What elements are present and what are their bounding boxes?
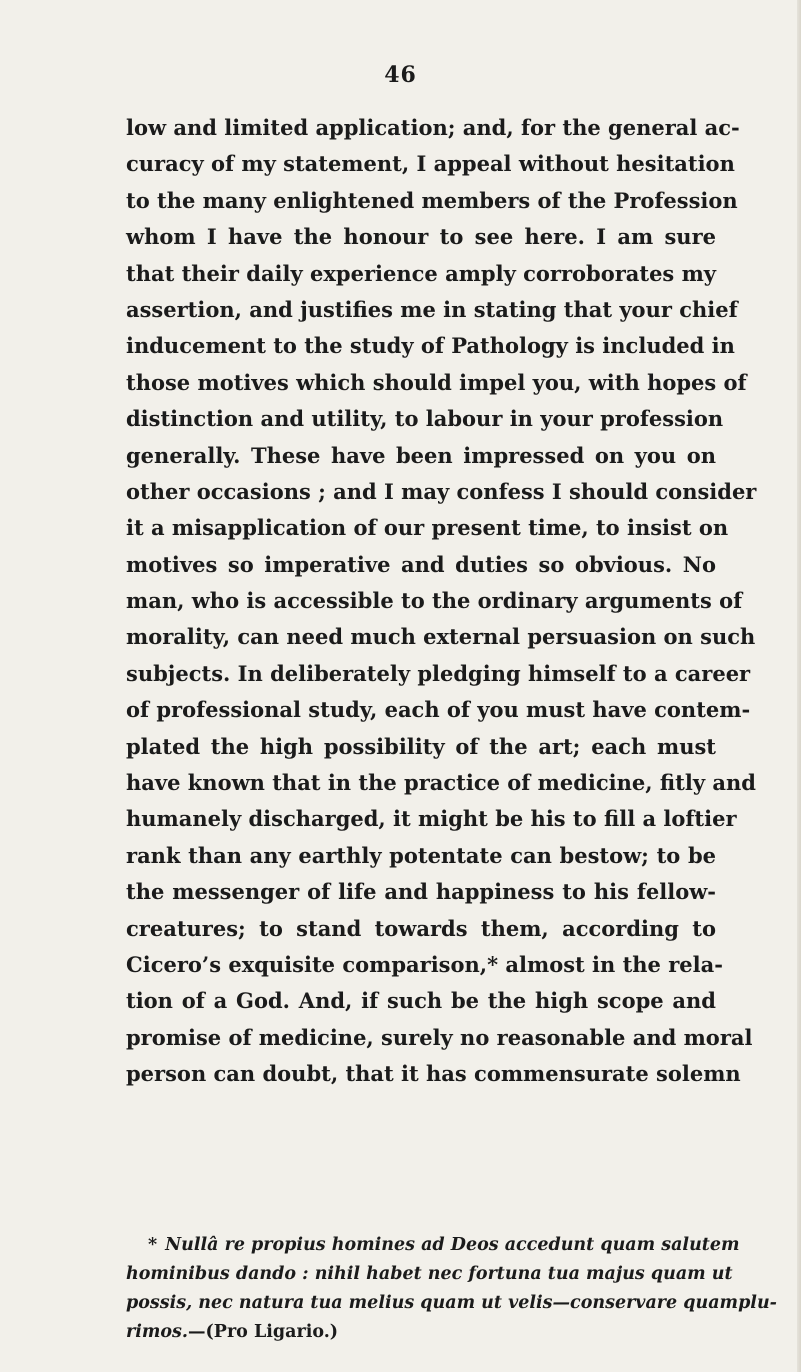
text-line: distinction and utility, to labour in your profession [126, 406, 724, 432]
footnote-line: possis, nec natura tua melius quam ut velis—conservare quamplu- [126, 1293, 777, 1313]
text-line: generally. These have been impressed on you on [126, 442, 716, 468]
text-line: to the many enlightened members of the Profession [126, 187, 738, 213]
body-text [126, 110, 757, 1093]
text-line: man, who is accessible to the ordinary arguments of [126, 588, 743, 614]
footnote-source: —(Pro Ligario.) [188, 1322, 339, 1342]
text-line: rank than any earthly potentate can bestow; to be [126, 842, 716, 868]
footnote-text: rimos. [126, 1322, 189, 1342]
text-line: those motives which should impel you, with hopes of [126, 369, 747, 395]
footnote-line [126, 1318, 716, 1347]
footnote-line [126, 1231, 740, 1260]
text-line: morality, can need much external persuasion on such [126, 624, 756, 650]
text-line: have known that in the practice of medicine, fitly and [126, 770, 756, 796]
text-line: that their daily experience amply corroborates my [126, 260, 716, 286]
text-line: plated the high possibility of the art; each must [126, 733, 716, 759]
footnote-line: hominibus dando : nihil habet nec fortuna tua majus quam ut [126, 1264, 733, 1284]
text-line: creatures; to stand towards them, according to [126, 915, 716, 941]
text-line: assertion, and justifies me in stating that your chief [126, 296, 738, 322]
text-line: it a misapplication of our present time, to insist on [126, 515, 729, 541]
text-line: low and limited application; and, for the general ac- [126, 115, 740, 140]
text-line: motives so imperative and duties so obvious. No [126, 551, 716, 577]
text-line: inducement to the study of Pathology is included in [126, 333, 735, 359]
text-line: Cicero’s exquisite comparison,* almost in the rela- [126, 951, 723, 977]
text-line: subjects. In deliberately pledging himself to a career [126, 660, 751, 686]
text-line: other occasions ; and I may confess I should consider [126, 478, 757, 504]
page-number: 46 [384, 62, 417, 88]
footnote-text: Nullâ re propius homines ad Deos accedunt quam salutem [165, 1235, 740, 1255]
text-line: of professional study, each of you must have contem- [126, 697, 751, 723]
text-line: humanely discharged, it might be his to fill a loftier [126, 806, 737, 832]
footnote-mark: * [148, 1235, 158, 1255]
text-line: tion of a God. And, if such be the high scope and [126, 988, 716, 1014]
footnote [126, 1231, 777, 1347]
text-line: the messenger of life and happiness to his fellow- [126, 879, 716, 905]
text-line: person can doubt, that it has commensurate solemn [126, 1061, 741, 1087]
text-line: curacy of my statement, I appeal without hesitation [126, 151, 735, 177]
page-edge [797, 0, 801, 1372]
text-line: whom I have the honour to see here. I am sure [126, 224, 716, 250]
text-line: promise of medicine, surely no reasonable and moral [126, 1024, 753, 1050]
